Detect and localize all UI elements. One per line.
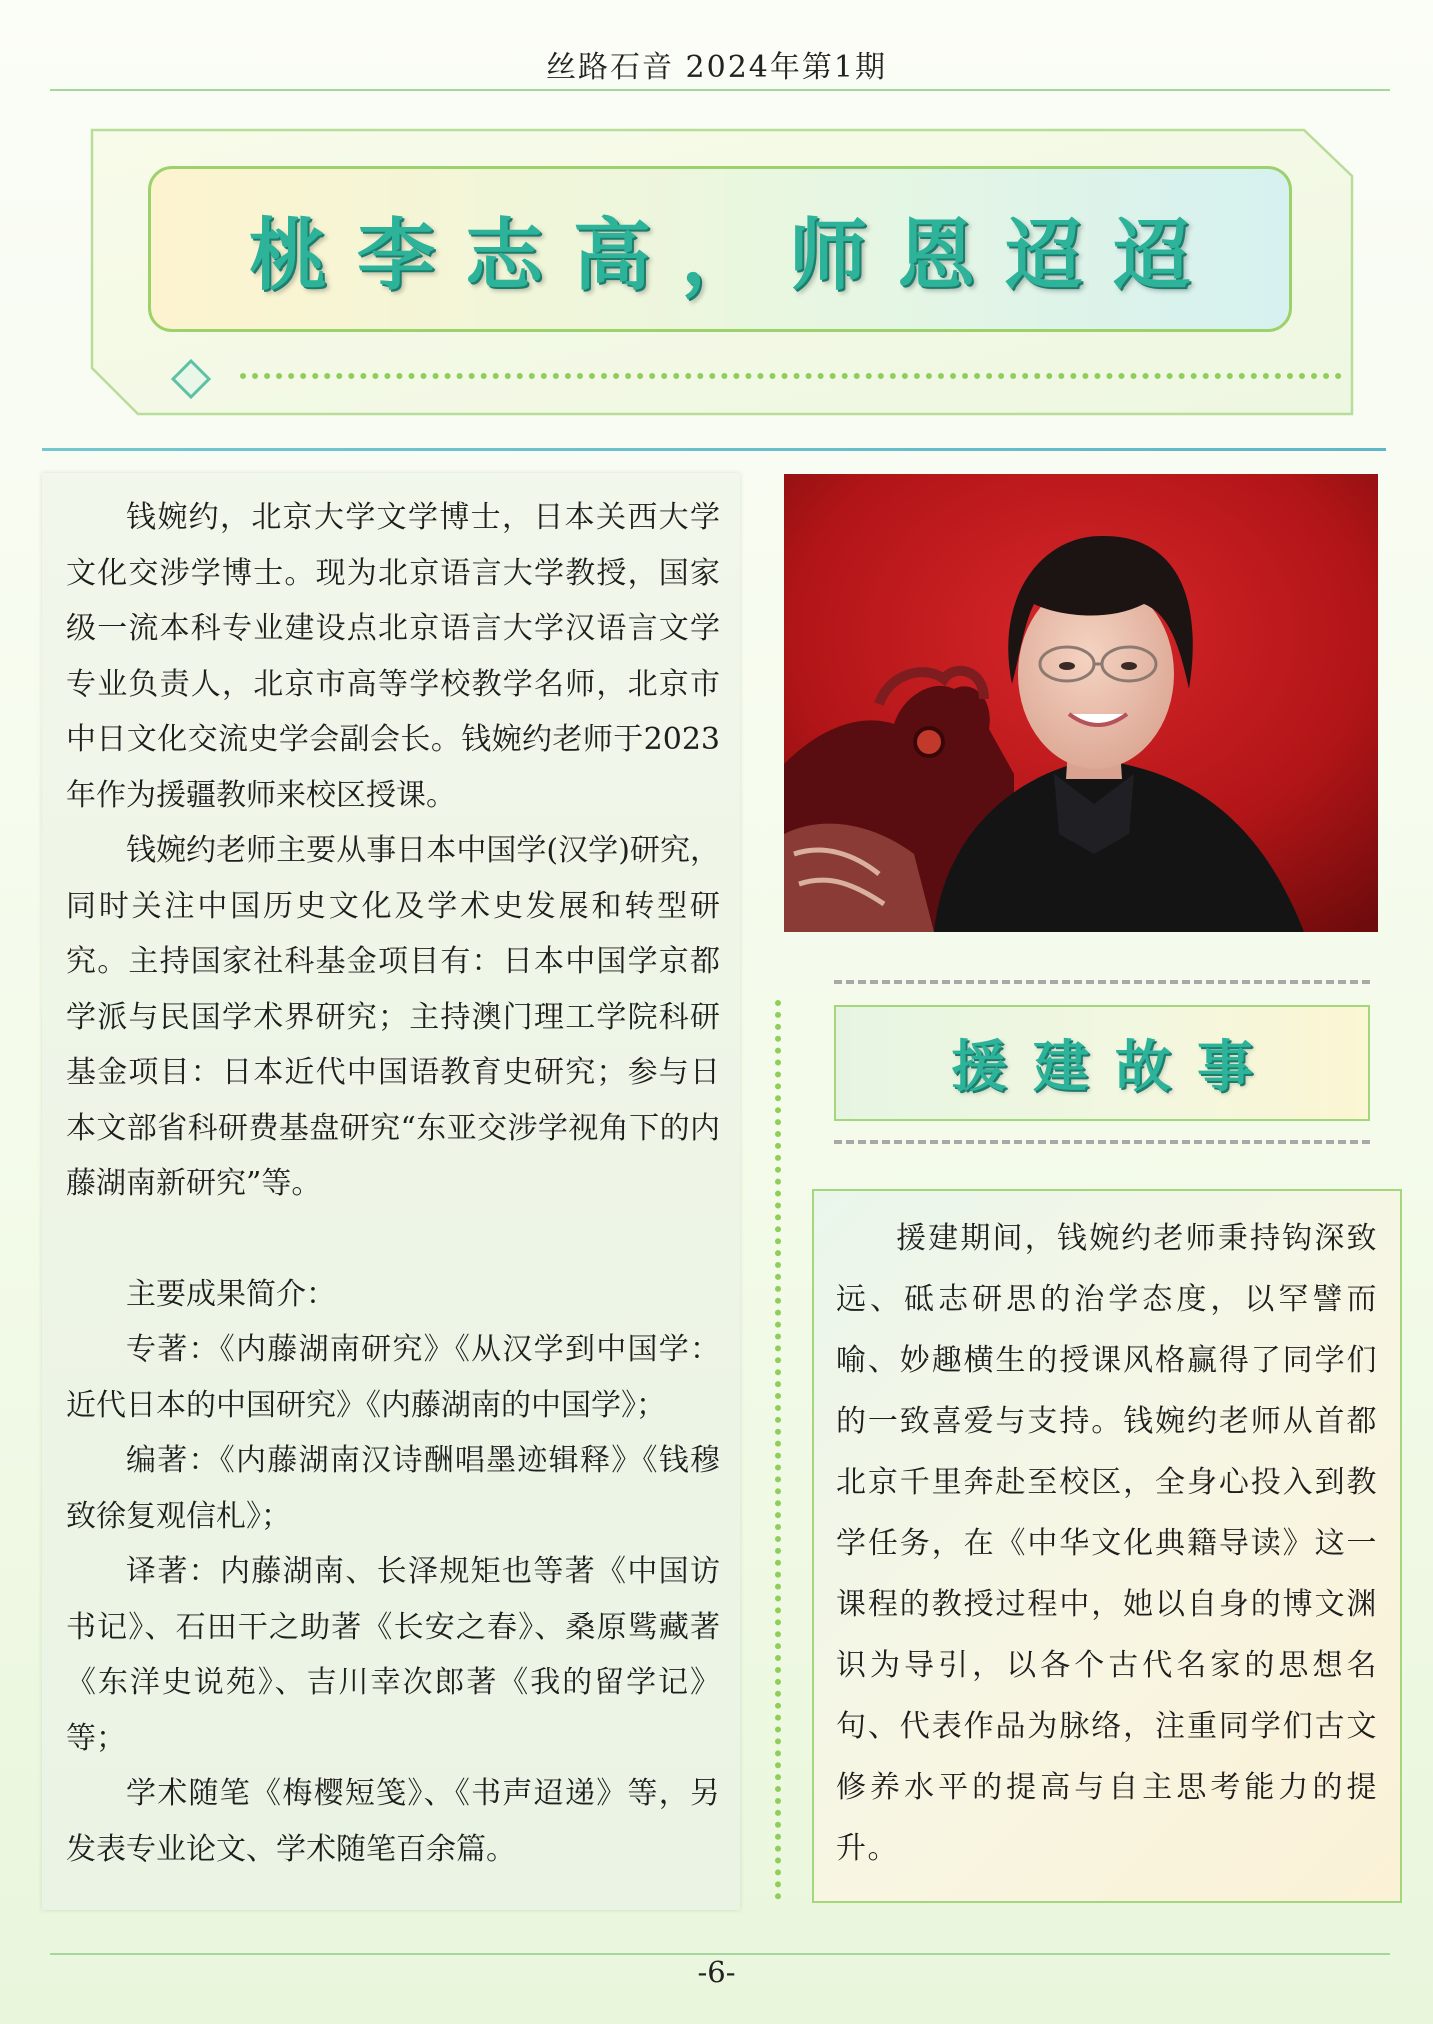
- achievements-heading: 主要成果简介：: [126, 1276, 336, 1312]
- bio-paragraph: 钱婉约，北京大学文学博士，日本关西大学文化交涉学博士。现为北京语言大学教授，国家级一流本科专业建设点北京语言大学汉语言文学专业负责人，北京市高等学校教学名师，北京市中日文化交流史学会副会长。钱婉约老师于2023年作为援疆教师来校区授课。: [66, 500, 720, 813]
- achievement-item: 编著：《内藤湖南汉诗酬唱墨迹辑释》《钱穆致徐复观信札》；: [66, 1443, 720, 1534]
- banner-title: 桃李志高，师恩迢迢: [248, 210, 1221, 301]
- page-number: -6-: [697, 1955, 736, 1989]
- portrait-photo: [784, 474, 1378, 932]
- research-paragraph: 钱婉约老师主要从事日本中国学(汉学)研究，同时关注中国历史文化及学术史发展和转型研究。主持国家社科基金项目有：日本中国学京都学派与民国学术界研究；主持澳门理工学院科研基金项目：日本近代中国语教育史研究；参与日本文部省科研费基盘研究“东亚交涉学视角下的内藤湖南新研究”等。: [66, 833, 720, 1201]
- running-head: 丝路石音 2024年第1期: [546, 50, 887, 85]
- story-text: [836, 1208, 1378, 1879]
- achievement-item: 译著：内藤湖南、长泽规矩也等著《中国访书记》、石田干之助著《长安之春》、桑原骘藏著《东洋史说苑》、吉川幸次郎著《我的留学记》等；: [66, 1554, 720, 1756]
- achievement-item: 学术随笔《梅樱短笺》、《书声迢递》等，另发表专业论文、学术随笔百余篇。: [66, 1776, 720, 1867]
- dotted-divider: [240, 373, 1342, 379]
- story-paragraph: 援建期间，钱婉约老师秉持钩深致远、砥志研思的治学态度，以罕譬而喻、妙趣横生的授课风格赢得了同学们的一致喜爱与支持。钱婉约老师从首都北京千里奔赴至校区，全身心投入到教学任务，在《中华文化典籍导读》这一课程的教授过程中，她以自身的博文渊识为导引，以各个古代名家的思想名句、代表作品为脉络，注重同学们古文修养水平的提高与自主思考能力的提升。: [836, 1221, 1378, 1866]
- dashed-divider: [834, 980, 1370, 984]
- subsection-title: 援建故事: [834, 1005, 1370, 1121]
- dashed-divider: [834, 1140, 1370, 1144]
- biography-text: [66, 490, 720, 1877]
- vertical-dotted-divider: [775, 1000, 781, 1900]
- section-rule: [42, 448, 1386, 451]
- achievement-item: 专著：《内藤湖南研究》《从汉学到中国学：近代日本的中国研究》《内藤湖南的中国学》；: [66, 1332, 720, 1423]
